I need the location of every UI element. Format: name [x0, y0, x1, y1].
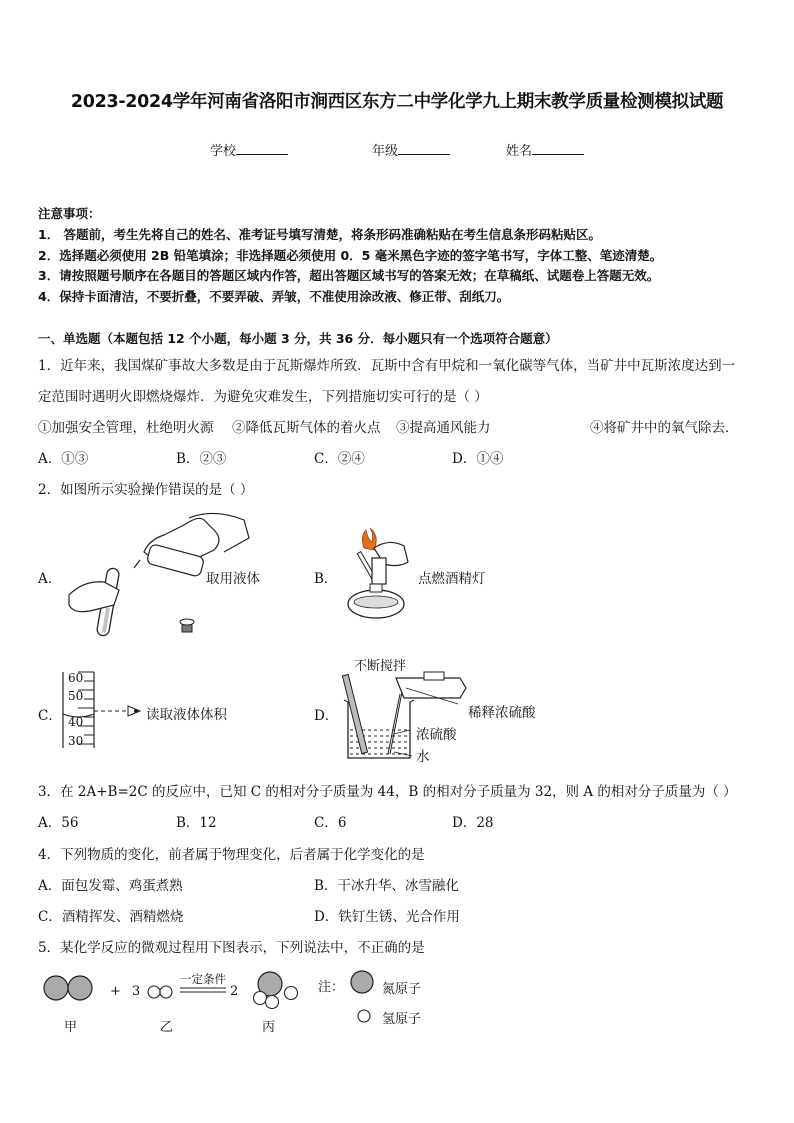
acid-dilution-illustration [340, 664, 476, 764]
notice-item: 3．请按照题号顺序在各题目的答题区域内作答，超出答题区域书写的答案无效；在草稿纸、试题卷上答题无效。 [38, 268, 660, 283]
species-label-jia: 甲 [64, 1020, 78, 1035]
hydrogen-atom [266, 996, 279, 1009]
q4-stem: 4．下列物质的变化，前者属于物理变化，后者属于化学变化的是 [38, 847, 425, 863]
q1-statement: ③提高通风能力 [396, 420, 491, 436]
q3-stem: 3．在 2A+B=2C 的反应中，已知 C 的相对分子质量为 44，B 的相对分子质量为 32，则 A 的相对分子质量为（ ） [38, 784, 737, 800]
tick-label: 30 [68, 734, 84, 748]
species-label-bing: 丙 [262, 1020, 276, 1035]
page-title: 2023-2024学年河南省洛阳市涧西区东方二中学化学九上期末教学质量检测模拟试题 [70, 92, 724, 112]
reaction-condition: 一定条件 [180, 972, 226, 986]
school-field[interactable]: 学校 [210, 140, 288, 159]
notice-item: 4．保持卡面清洁，不要折叠，不要弄破、弄皱，不准使用涂改液、修正带、刮纸刀。 [38, 289, 510, 304]
alcohol-lamp-illustration [334, 528, 418, 624]
nitrogen-atom [68, 976, 92, 1000]
q1-option-b[interactable]: B．②③ [176, 451, 227, 467]
coefficient: 2 [230, 984, 239, 999]
tick-label: 50 [68, 689, 84, 703]
q3-option-c[interactable]: C．6 [314, 815, 347, 831]
q5-stem: 5．某化学反应的微观过程用下图表示，下列说法中，不正确的是 [38, 940, 425, 956]
q2-option-a[interactable]: A． [38, 571, 62, 587]
legend-hydrogen-atom [356, 1008, 372, 1024]
notice-heading: 注意事项： [38, 206, 101, 221]
q3-option-d[interactable]: D．28 [452, 815, 494, 831]
grade-field[interactable]: 年级 [372, 140, 450, 159]
q4-option-b[interactable]: B．干冰升华、冰雪融化 [314, 878, 459, 894]
q2-d-acid-label: 浓硫酸 [416, 727, 457, 743]
q2-d-label: 稀释浓硫酸 [468, 705, 536, 721]
q1-option-c[interactable]: C．②④ [314, 451, 365, 467]
plus-sign: + [110, 984, 121, 999]
hydrogen-atom [285, 987, 298, 1000]
tick-label: 40 [68, 715, 84, 729]
q2-option-d[interactable]: D． [314, 708, 339, 724]
notice-item: 1． 答题前，考生先将自己的姓名、准考证号填写清楚，将条形码准确粘贴在考生信息条形码粘贴区。 [38, 227, 602, 242]
q2-b-label: 点燃酒精灯 [418, 571, 486, 587]
coefficient: 3 [132, 984, 141, 999]
q1-option-d[interactable]: D．①④ [452, 451, 504, 467]
q4-option-d[interactable]: D．铁钉生锈、光合作用 [314, 909, 460, 925]
q1-statement: ①加强安全管理，杜绝明火源 [38, 420, 214, 436]
tick-label: 60 [68, 671, 84, 685]
species-label-yi: 乙 [160, 1020, 174, 1035]
q1-option-a[interactable]: A．①③ [38, 451, 89, 467]
q2-c-label: 读取液体体积 [146, 707, 227, 723]
q4-option-c[interactable]: C．酒精挥发、酒精燃烧 [38, 909, 184, 925]
q1-statement: ④将矿井中的氧气除去． [590, 420, 739, 436]
name-field[interactable]: 姓名 [506, 140, 584, 159]
q2-option-c[interactable]: C． [38, 708, 62, 724]
q3-option-b[interactable]: B．12 [176, 815, 217, 831]
hydrogen-atom [160, 986, 172, 998]
hydrogen-atom [148, 986, 160, 998]
nitrogen-atom [44, 976, 68, 1000]
legend-nitrogen-label: 氮原子 [382, 982, 422, 997]
q2-d-water-label: 水 [416, 749, 430, 765]
section-heading: 一、单选题（本题包括 12 个小题，每小题 3 分，共 36 分．每小题只有一个选项符合题意） [38, 331, 558, 346]
q1-stem: 定范围时遇明火即燃烧爆炸．为避免灾难发生，下列措施切实可行的是（ ） [38, 389, 488, 405]
q2-a-label: 取用液体 [206, 571, 260, 587]
legend-nitrogen-atom [351, 971, 373, 993]
q2-stem: 2．如图所示实验操作错误的是（ ） [38, 482, 254, 498]
q4-option-a[interactable]: A．面包发霉、鸡蛋煮熟 [38, 878, 183, 894]
hydrogen-atom [254, 992, 267, 1005]
q2-d-stir-label: 不断搅拌 [354, 659, 407, 674]
q2-option-b[interactable]: B． [314, 571, 338, 587]
legend-hydrogen-label: 氢原子 [382, 1012, 422, 1027]
notice-item: 2．选择题必须使用 2B 铅笔填涂；非选择题必须使用 0．5 毫米黑色字迹的签字笔书写，字体工整、笔迹清楚。 [38, 248, 663, 263]
q1-stem: 1．近年来，我国煤矿事故大多数是由于瓦斯爆炸所致．瓦斯中含有甲烷和一氧化碳等气体，当矿井中瓦斯浓度达到一 [38, 358, 736, 374]
q1-statement: ②降低瓦斯气体的着火点 [232, 420, 381, 436]
q3-option-a[interactable]: A．56 [38, 815, 79, 831]
reaction-diagram [40, 966, 440, 1018]
legend-note: 注： [318, 980, 345, 995]
